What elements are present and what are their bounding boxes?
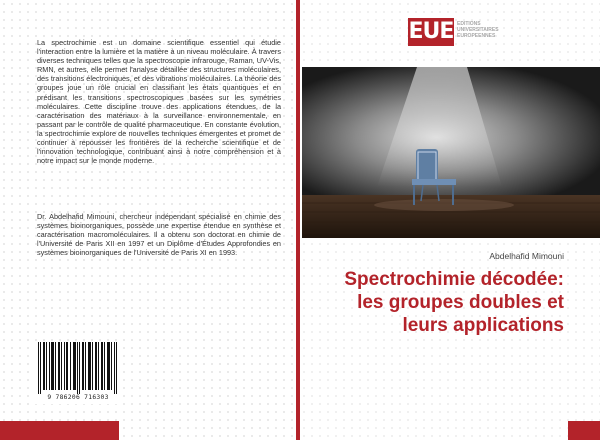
back-summary: La spectrochimie est un domaine scientifique essentiel qui étudie l'interaction entre la lumière et la matière à un niveau moléculaire. À travers diverses techniques telles que la spectroscopie infrarouge, Raman, UV-Vis, RMN, et autres, elle permet l'analyse détaillée des structures moléculaires, des transitions électroniques, et des vibrations moléculaires. La théorie des groupes joue un rôle crucial en classifiant les états quantiques et en prédisant les transitions spectroscopiques basées sur les symétries moléculaires. Cette discipline trouve des applications étendues, de la caractérisation des matériaux à la surveillance environnementale, en passant par le contrôle de qualité pharmaceutique. En constante évolution, la spectrochimie explore de nouvelles techniques émergentes et promet de continuer à repousser les frontières de la recherche scientifique et de l'innovation technologique, contribuant ainsi à notre compréhension et à notre impact sur le monde moderne. <box>37 38 281 166</box>
logo-line: UNIVERSITAIRES <box>457 27 499 33</box>
bottom-accent-bar-left <box>0 421 119 440</box>
publisher-logo <box>408 18 518 48</box>
logo-line: EDITIONS <box>457 21 481 27</box>
title-line: les groupes doubles et <box>357 292 564 313</box>
title-line: Spectrochimie décodée: <box>344 269 564 290</box>
isbn-barcode <box>34 342 122 404</box>
title-line: leurs applications <box>402 315 564 336</box>
cover-photo <box>302 67 600 238</box>
cover-author: Abdelhafid Mimouni <box>489 251 564 261</box>
bottom-accent-bar-right <box>568 421 600 440</box>
logo-wordmark <box>457 21 519 39</box>
author-bio: Dr. Abdelhafid Mimouni, chercheur indépendant spécialisé en chimie des systèmes bioinorganiques, possède une expertise étendue en synthèse et caractérisation macromoléculaires. Il a obtenu son doctorat en chimie de l'Université de Paris XII en 1997 et un Diplôme d'Études Approfondies en systèmes bioinorganiques de l'Université de Paris XI en 1993. <box>37 212 281 258</box>
logo-line: EUROPEENNES <box>457 33 496 39</box>
book-title <box>300 268 564 337</box>
barcode-icon <box>34 342 122 394</box>
logo-letters: EUE <box>408 19 454 44</box>
isbn-digits: 9 786206 716303 <box>47 394 109 401</box>
